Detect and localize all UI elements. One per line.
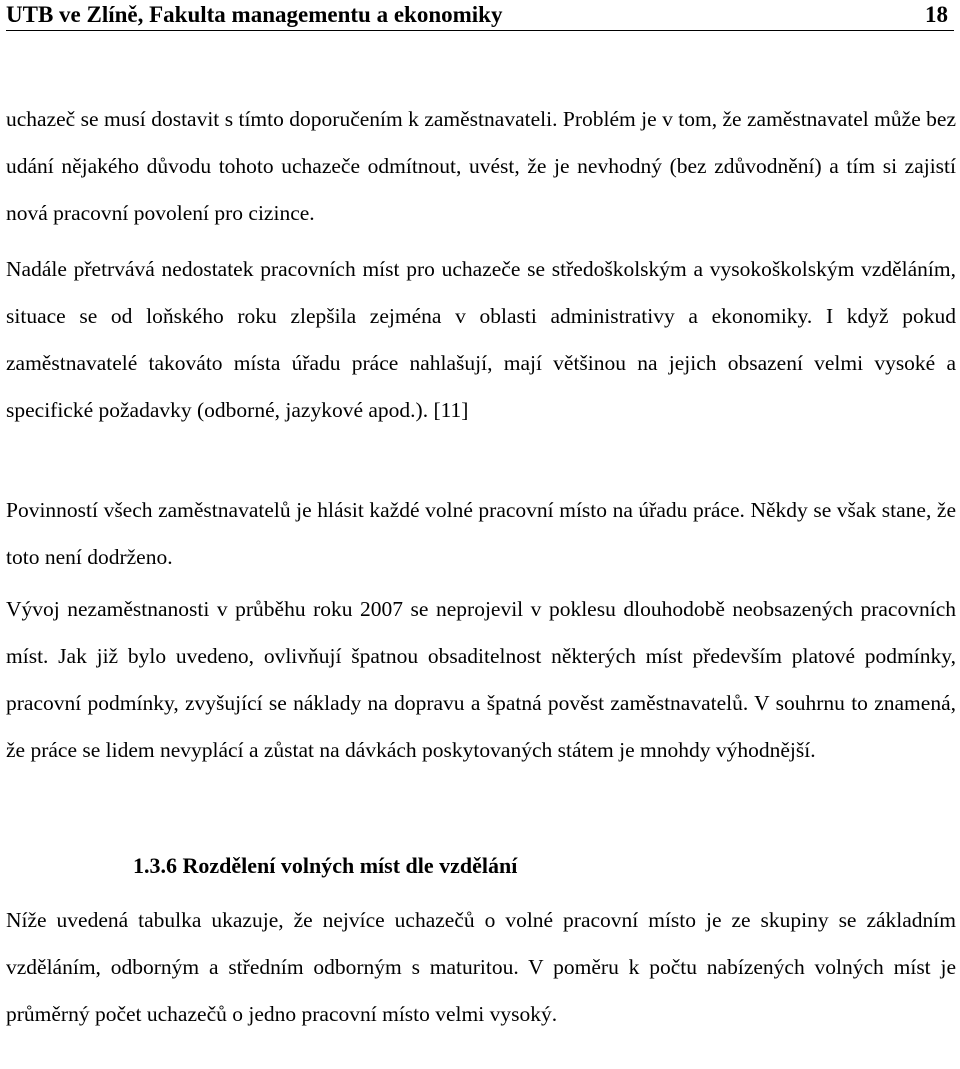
paragraph-1: uchazeč se musí dostavit s tímto doporučením k zaměstnavateli. Problém je v tom, že zaměstnavatel může bez udání nějakého důvodu tohoto uchazeče odmítnout, uvést, že je nevhodný (bez zdůvodnění) a tím si zajistí nová pracovní povolení pro cizince. [6,107,956,225]
page-header [6,0,954,31]
header-title: UTB ve Zlíně, Fakulta managementu a ekonomiky [6,2,503,27]
page-number: 18 [925,2,948,27]
section-heading: 1.3.6 Rozdělení volných míst dle vzdělání [133,853,518,878]
paragraph-5: Níže uvedená tabulka ukazuje, že nejvíce uchazečů o volné pracovní místo je ze skupiny se základním vzděláním, odborným a středním odborným s maturitou. V poměru k počtu nabízených volných míst je průměrný počet uchazečů o jedno pracovní místo velmi vysoký. [6,908,956,1026]
paragraph-2: Nadále přetrvává nedostatek pracovních míst pro uchazeče se středoškolským a vysokoškolským vzděláním, situace se od loňského roku zlepšila zejména v oblasti administrativy a ekonomiky. I když pokud zaměstnavatelé takováto místa úřadu práce nahlašují, mají většinou na jejich obsazení velmi vysoké a specifické požadavky (odborné, jazykové apod.). [11] [6,257,956,422]
paragraph-4: Vývoj nezaměstnanosti v průběhu roku 2007 se neprojevil v poklesu dlouhodobě neobsazených pracovních míst. Jak již bylo uvedeno, ovlivňují špatnou obsaditelnost některých míst především platové podmínky, pracovní podmínky, zvyšující se náklady na dopravu a špatná pověst zaměstnavatelů. V souhrnu to znamená, že práce se lidem nevyplácí a zůstat na dávkách poskytovaných státem je mnohdy výhodnější. [6,597,956,762]
paragraph-3: Povinností všech zaměstnavatelů je hlásit každé volné pracovní místo na úřadu práce. Někdy se však stane, že toto není dodrženo. [6,498,956,569]
